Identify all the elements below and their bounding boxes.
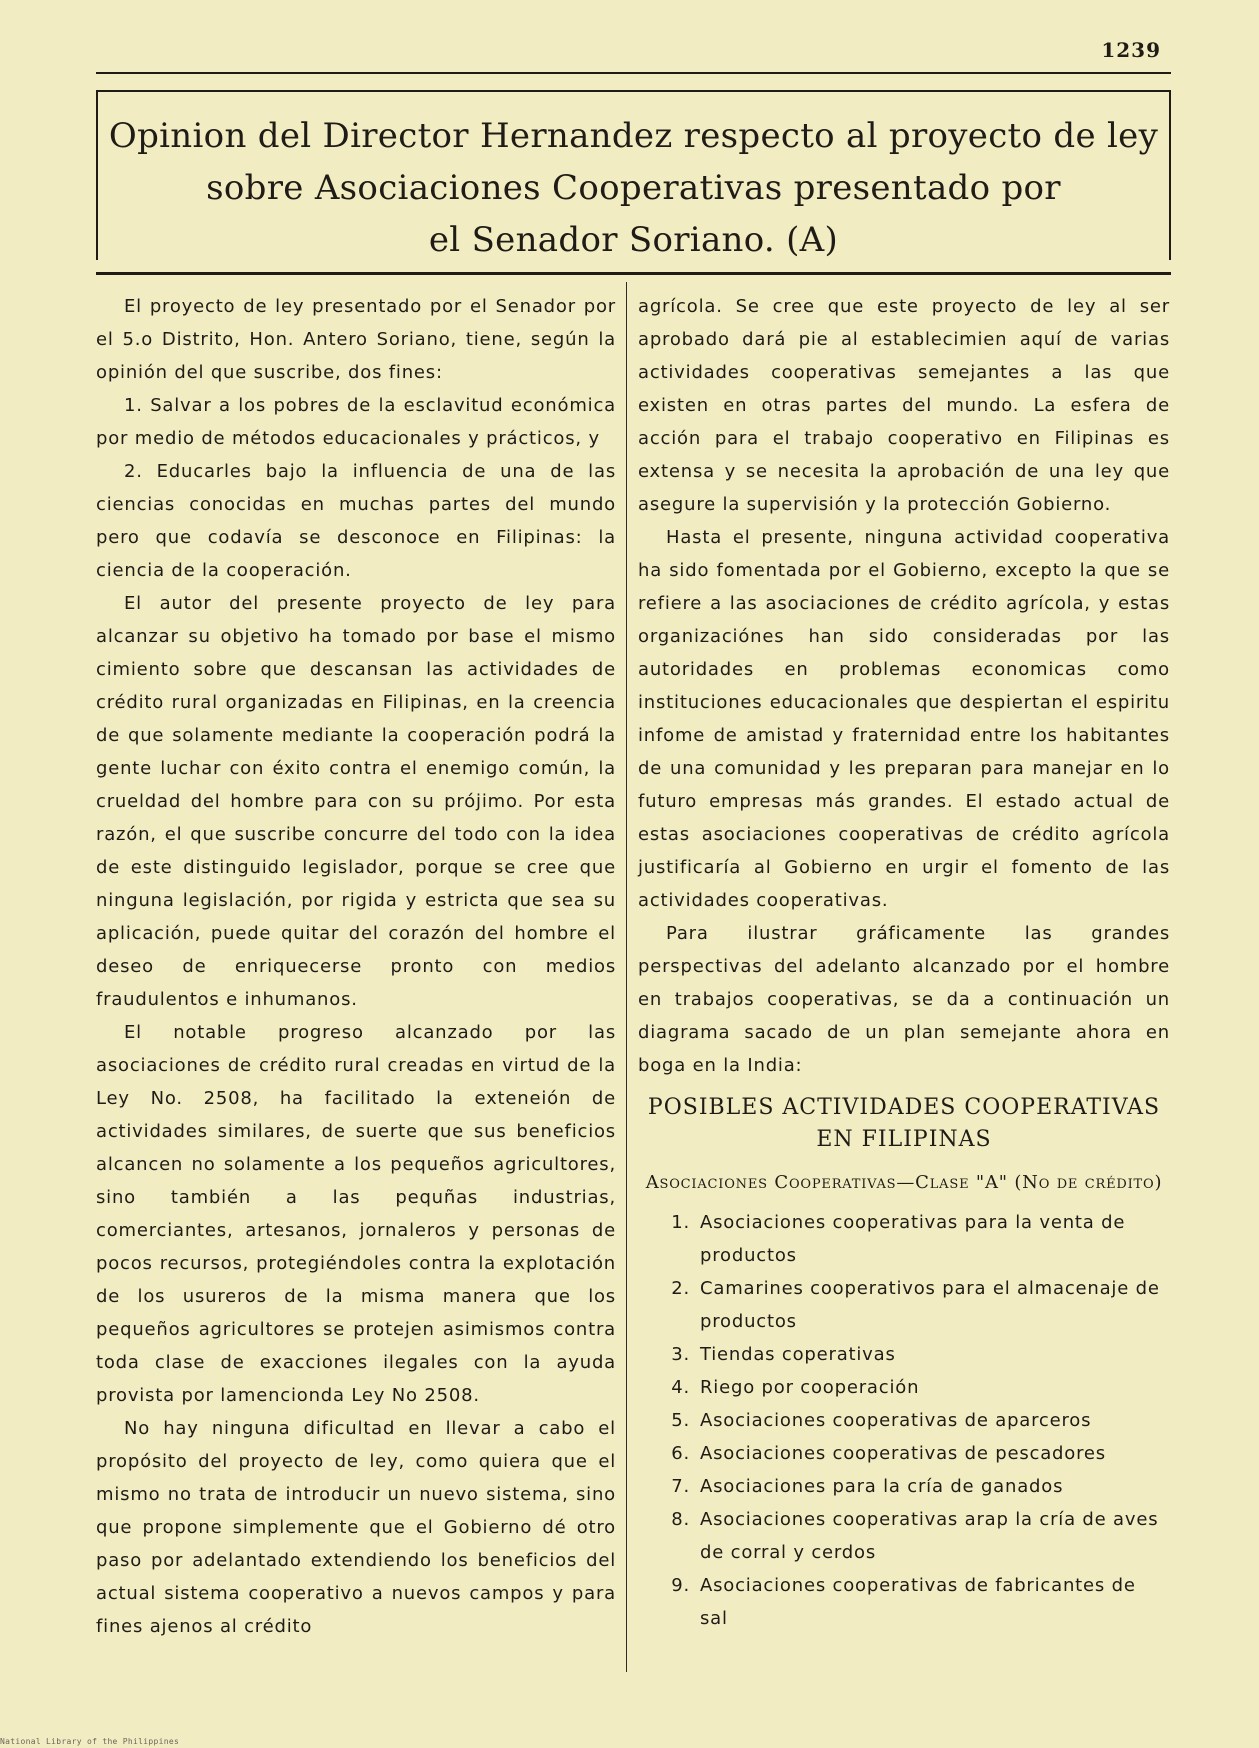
- right-column: [638, 290, 1170, 1635]
- list-item: [638, 1503, 1170, 1569]
- list-item-text: Camarines cooperativos para el almacenaje de productos: [700, 1278, 1160, 1332]
- section-subtitle: Asociaciones Cooperativas—Clase "A" (No de crédito): [645, 1172, 1163, 1193]
- list-item-number: 8.: [671, 1509, 690, 1530]
- list-item: [638, 1437, 1170, 1470]
- list-item: [638, 1206, 1170, 1272]
- paragraph-continued: agrícola. Se cree que este proyecto de ley al ser aprobado dará pie al establecimien aquí de varias actividades cooperativas semejantes a las que existen en otras partes del mundo. La esfera de acción para el trabajo cooperativo en Filipinas es extensa y se necesita la aprobación de una ley que asegure la supervisión y la protección Gobierno.: [638, 296, 1170, 515]
- list-item-text: Asociaciones para la cría de ganados: [700, 1476, 1064, 1497]
- paragraph: El proyecto de ley presentado por el Senador por el 5.o Distrito, Hon. Antero Soriano, tiene, según la opinión del que suscribe, dos fines:: [96, 296, 616, 383]
- document-title: [98, 110, 1169, 266]
- left-column: [96, 290, 616, 1643]
- list-item: [638, 1371, 1170, 1404]
- list-item-number: 5.: [671, 1410, 690, 1431]
- paragraph: Hasta el presente, ninguna actividad cooperativa ha sido fomentada por el Gobierno, excepto la que se refiere a las asociaciones de crédito agrícola, y estas organizaciónes han sido consideradas por las autoridades en problemas economicas como instituciones educacionales que despiertan el espiritu infome de amistad y fraternidad entre los habitantes de una comunidad y les preparan para manejar en lo futuro empresas más grandes. El estado actual de estas asociaciones cooperativas de crédito agrícola justificaría al Gobierno en urgir el fomento de las actividades cooperativas.: [638, 527, 1170, 911]
- list-item-text: Asociaciones cooperativas arap la cría de aves de corral y cerdos: [700, 1509, 1159, 1563]
- list-item: [638, 1338, 1170, 1371]
- list-item-number: 4.: [671, 1377, 690, 1398]
- section-title: POSIBLES ACTIVIDADES COOPERATIVAS EN FILIPINAS: [647, 1095, 1161, 1152]
- list-item-text: Asociaciones cooperativas de fabricantes de sal: [700, 1575, 1136, 1629]
- title-line: Opinion del Director Hernandez respecto al proyecto de ley: [108, 116, 1159, 156]
- top-rule: [96, 72, 1171, 74]
- list-item: [638, 1272, 1170, 1338]
- paragraph: El notable progreso alcanzado por las asociaciones de crédito rural creadas en virtud de la Ley No. 2508, ha facilitado la exteneión de actividades similares, de suerte que sus beneficios alcancen no solamente a los pequeños agricultores, sino también a las pequñas industrias, comerciantes, artesanos, jornaleros y personas de pocos recursos, protegiéndoles contra la explotación de los usureros de la misma manera que los pequeños agricultores se protejen asimismos contra toda clase de exacciones ilegales con la ayuda provista por lamencionda Ley No 2508.: [96, 1022, 616, 1406]
- list-item: [638, 1404, 1170, 1437]
- numbered-purpose-item: 1. Salvar a los pobres de la esclavitud económica por medio de métodos educacionales y prácticos, y: [96, 395, 616, 449]
- list-item-number: 7.: [671, 1476, 690, 1497]
- page-number: 1239: [1101, 38, 1161, 62]
- numbered-purpose-item: 2. Educarles bajo la influencia de una de las ciencias conocidas en muchas partes del mundo pero que codavía se desconoce en Filipinas: la ciencia de la cooperación.: [96, 461, 616, 581]
- column-divider: [626, 282, 627, 1672]
- list-item: [638, 1569, 1170, 1635]
- list-item-text: Asociaciones cooperativas de pescadores: [700, 1443, 1106, 1464]
- list-item-number: 9.: [671, 1575, 690, 1596]
- list-item-number: 2.: [671, 1278, 690, 1299]
- library-footer: National Library of the Philippines: [0, 1737, 180, 1746]
- list-item-text: Asociaciones cooperativas de aparceros: [700, 1410, 1092, 1431]
- list-item-number: 3.: [671, 1344, 690, 1365]
- title-line: sobre Asociaciones Cooperativas presentado por: [206, 168, 1061, 208]
- title-line: el Senador Soriano. (A): [428, 220, 839, 260]
- paragraph: El autor del presente proyecto de ley para alcanzar su objetivo ha tomado por base el mismo cimiento sobre que descansan las actividades de crédito rural organizadas en Filipinas, en la creencia de que solamente mediante la cooperación podrá la gente luchar con éxito contra el enemigo común, la crueldad del hombre para con su prójimo. Por esta razón, el que suscribe concurre del todo con la idea de este distinguido legislador, porque se cree que ninguna legislación, por rigida y estricta que sea su aplicación, puede quitar del corazón del hombre el deseo de enriquecerse pronto con medios fraudulentos e inhumanos.: [96, 593, 616, 1010]
- list-item-number: 6.: [671, 1443, 690, 1464]
- title-bottom-rule: [96, 272, 1171, 275]
- cooperative-activities-list: [638, 1206, 1170, 1635]
- paragraph: Para ilustrar gráficamente las grandes perspectivas del adelanto alcanzado por el hombre en trabajos cooperativas, se da a continuación un diagrama sacado de un plan semejante ahora en boga en la India:: [638, 923, 1170, 1076]
- list-item-number: 1.: [671, 1212, 690, 1233]
- title-box: [96, 90, 1171, 260]
- list-item-text: Asociaciones cooperativas para la venta de productos: [700, 1212, 1126, 1266]
- list-item-text: Tiendas coperativas: [700, 1344, 896, 1365]
- paragraph: No hay ninguna dificultad en llevar a cabo el propósito del proyecto de ley, como quiera que el mismo no trata de introducir un nuevo sistema, sino que propone simplemente que el Gobierno dé otro paso por adelantado extendiendo los beneficios del actual sistema cooperativo a nuevos campos y para fines ajenos al crédito: [96, 1418, 616, 1637]
- list-item-text: Riego por cooperación: [700, 1377, 920, 1398]
- list-item: [638, 1470, 1170, 1503]
